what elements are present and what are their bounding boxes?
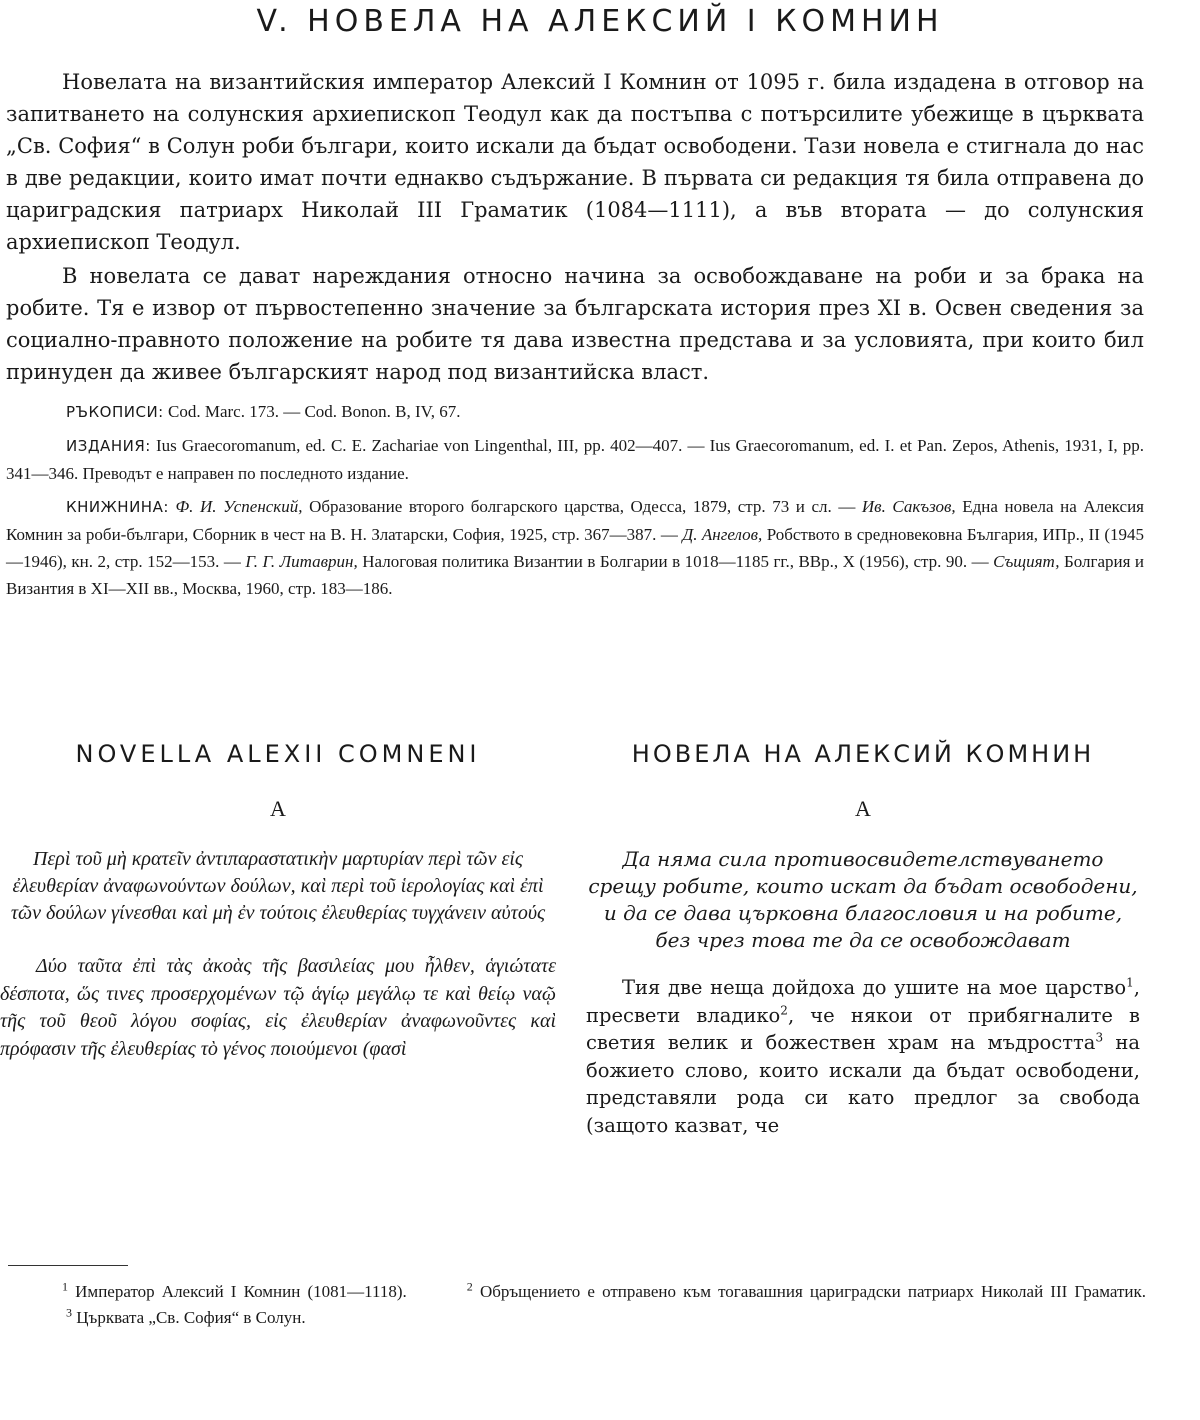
manuscripts-entry	[6, 398, 1144, 426]
intro-paragraph-2: В новелата се дават нареждания относно начина за освобождаване на роби и за брака на робите. Тя е извор от първостепенно значение за българската история през XI в. Освен сведения за социално-правното положение на робите тя дава известна представа и за условията, при които бил принуден да живее българският народ под византийска власт.	[6, 264, 1144, 384]
greek-section-letter: A	[270, 796, 286, 821]
body-text: Тия две неща дойдоха до ушите на мое царство	[622, 976, 1127, 999]
greek-column	[0, 740, 556, 1063]
footnote-block	[6, 1279, 1146, 1331]
body-text: на божието слово, които искали да бъдат освободени, представяли рода си като предлог за свобода (защото казват, че	[586, 1031, 1141, 1137]
footnote-3: Църквата „Св. София“ в Солун.	[76, 1308, 306, 1327]
introduction	[6, 66, 1144, 388]
footnote-mark-3: 3	[66, 1305, 72, 1320]
footnotes	[6, 1279, 1146, 1331]
body-text: , че някои от прибягналите в светия велик и божествен храм на мъдростта	[586, 1003, 1140, 1054]
lit-text: Една новела на Алексия Комнин за роби-българи, Сборник в чест на В. Н. Златарски, София, 1925, стр. 367—387. —	[6, 497, 1144, 544]
body-text: , пресвети владико	[586, 976, 1140, 1027]
editions-label: ИЗДАНИЯ:	[66, 437, 151, 455]
footnote-1: Император Алексий I Комнин (1081—1118).	[75, 1282, 407, 1301]
editions-entry	[6, 432, 1144, 487]
greek-column-title: NOVELLA ALEXII COMNENI	[75, 740, 481, 768]
lit-text: Налоговая политика Византии в Болгарии в 1018—1185 гг., ВВр., X (1956), стр. 90. —	[362, 552, 989, 571]
lit-author: Ив. Сакъзов,	[861, 497, 956, 516]
lit-text: Образование второго болгарского царства, Одесса, 1879, стр. 73 и сл. —	[309, 497, 856, 516]
lit-author: Д. Ангелов,	[682, 525, 763, 544]
greek-heading: Περὶ τοῦ μὴ κρατεῖν ἀντιπαραστατικὴν μαρτυρίαν περὶ τῶν εἰς ἐλευθερίαν ἀναφωνούντων δούλων, καὶ περὶ τοῦ ἱερολογίας καὶ ἐπὶ τῶν δούλων γίνεσθαι καὶ μὴ ἐν τούτοις ἐλευθερίας τυγχάνειν αὐτούς	[10, 848, 546, 924]
bulgarian-body	[586, 974, 1140, 1139]
footnote-ref-1[interactable]: 1	[1126, 975, 1134, 990]
lit-author: Ф. И. Успенский,	[175, 497, 303, 516]
literature-entry	[6, 493, 1144, 602]
manuscripts-label: РЪКОПИСИ:	[66, 403, 164, 421]
editions-text: Ius Graecoromanum, ed. C. E. Zachariae von Lingenthal, III, pp. 402—407. — Ius Graecoromanum, ed. I. et Pan. Zepos, Athenis, 1931, I, pp. 341—346. Преводът е направен по последното издание.	[6, 436, 1145, 483]
bulgarian-heading: Да няма сила противосвидетелствуването срещу робите, които искат да бъдат освободени, и да се дава църковна благословия и на робите, без чрез това те да се освобождават	[588, 847, 1138, 952]
intro-paragraph-1: Новелата на византийския император Алексий I Комнин от 1095 г. била издадена в отговор на запитването на солунския архиепископ Теодул как да постъпва с потърсилите убежище в църквата „Св. София“ в Солун роби българи, които искали да бъдат освободени. Тази новела е стигнала до нас в две редакции, които имат почти еднакво съдържание. В първата си редакция тя била отправена до цариградския патриарх Николай III Граматик (1084—1111), а във втората — до солунския архиепископ Теодул.	[6, 70, 1144, 254]
footnote-divider	[8, 1265, 128, 1266]
greek-body: Δύο ταῦτα ἐπὶ τὰς ἀκοὰς τῆς βασιλείας μου ἦλθεν, ἁγιώτατε δέσποτα, ὥς τινες προσερχομένων τῷ ἁγίῳ μεγάλῳ τε καὶ θείῳ ναῷ τῆς τοῦ θεοῦ λόγου σοφίας, εἰς ἐλευθερίαν ἀναφωνοῦντες καὶ πρόφασιν τῆς ἐλευθερίας τὸ γένος ποιούμενοι (φασὶ	[0, 955, 556, 1060]
footnote-mark-2: 2	[466, 1279, 473, 1294]
lit-text: Болгария и Византия в XI—XII вв., Москва, 1960, стр. 183—186.	[6, 552, 1145, 598]
bulgarian-section-letter: A	[855, 796, 871, 821]
lit-author: Същият,	[993, 552, 1060, 571]
lit-text: Робството в средновековна България, ИПр., II (1945—1946), кн. 2, стр. 152—153. —	[6, 525, 1144, 571]
lit-author: Г. Г. Литаврин,	[245, 552, 358, 571]
chapter-title: V. НОВЕЛА НА АЛЕКСИЙ I КОМНИН	[256, 4, 944, 39]
references	[6, 398, 1144, 608]
footnote-mark-1: 1	[62, 1279, 68, 1294]
footnote-ref-2[interactable]: 2	[780, 1003, 788, 1017]
bulgarian-column-title: НОВЕЛА НА АЛЕКСИЙ КОМНИН	[631, 740, 1095, 768]
manuscripts-text: Cod. Marc. 173. — Cod. Bonon. B, IV, 67.	[168, 402, 461, 421]
bulgarian-column	[586, 740, 1140, 1139]
literature-label: КНИЖНИНА:	[66, 498, 169, 516]
footnote-ref-3[interactable]: 3	[1095, 1030, 1104, 1045]
footnote-2: Обръщението е отправено към тогавашния цариградски патриарх Николай III Граматик.	[479, 1282, 1147, 1301]
